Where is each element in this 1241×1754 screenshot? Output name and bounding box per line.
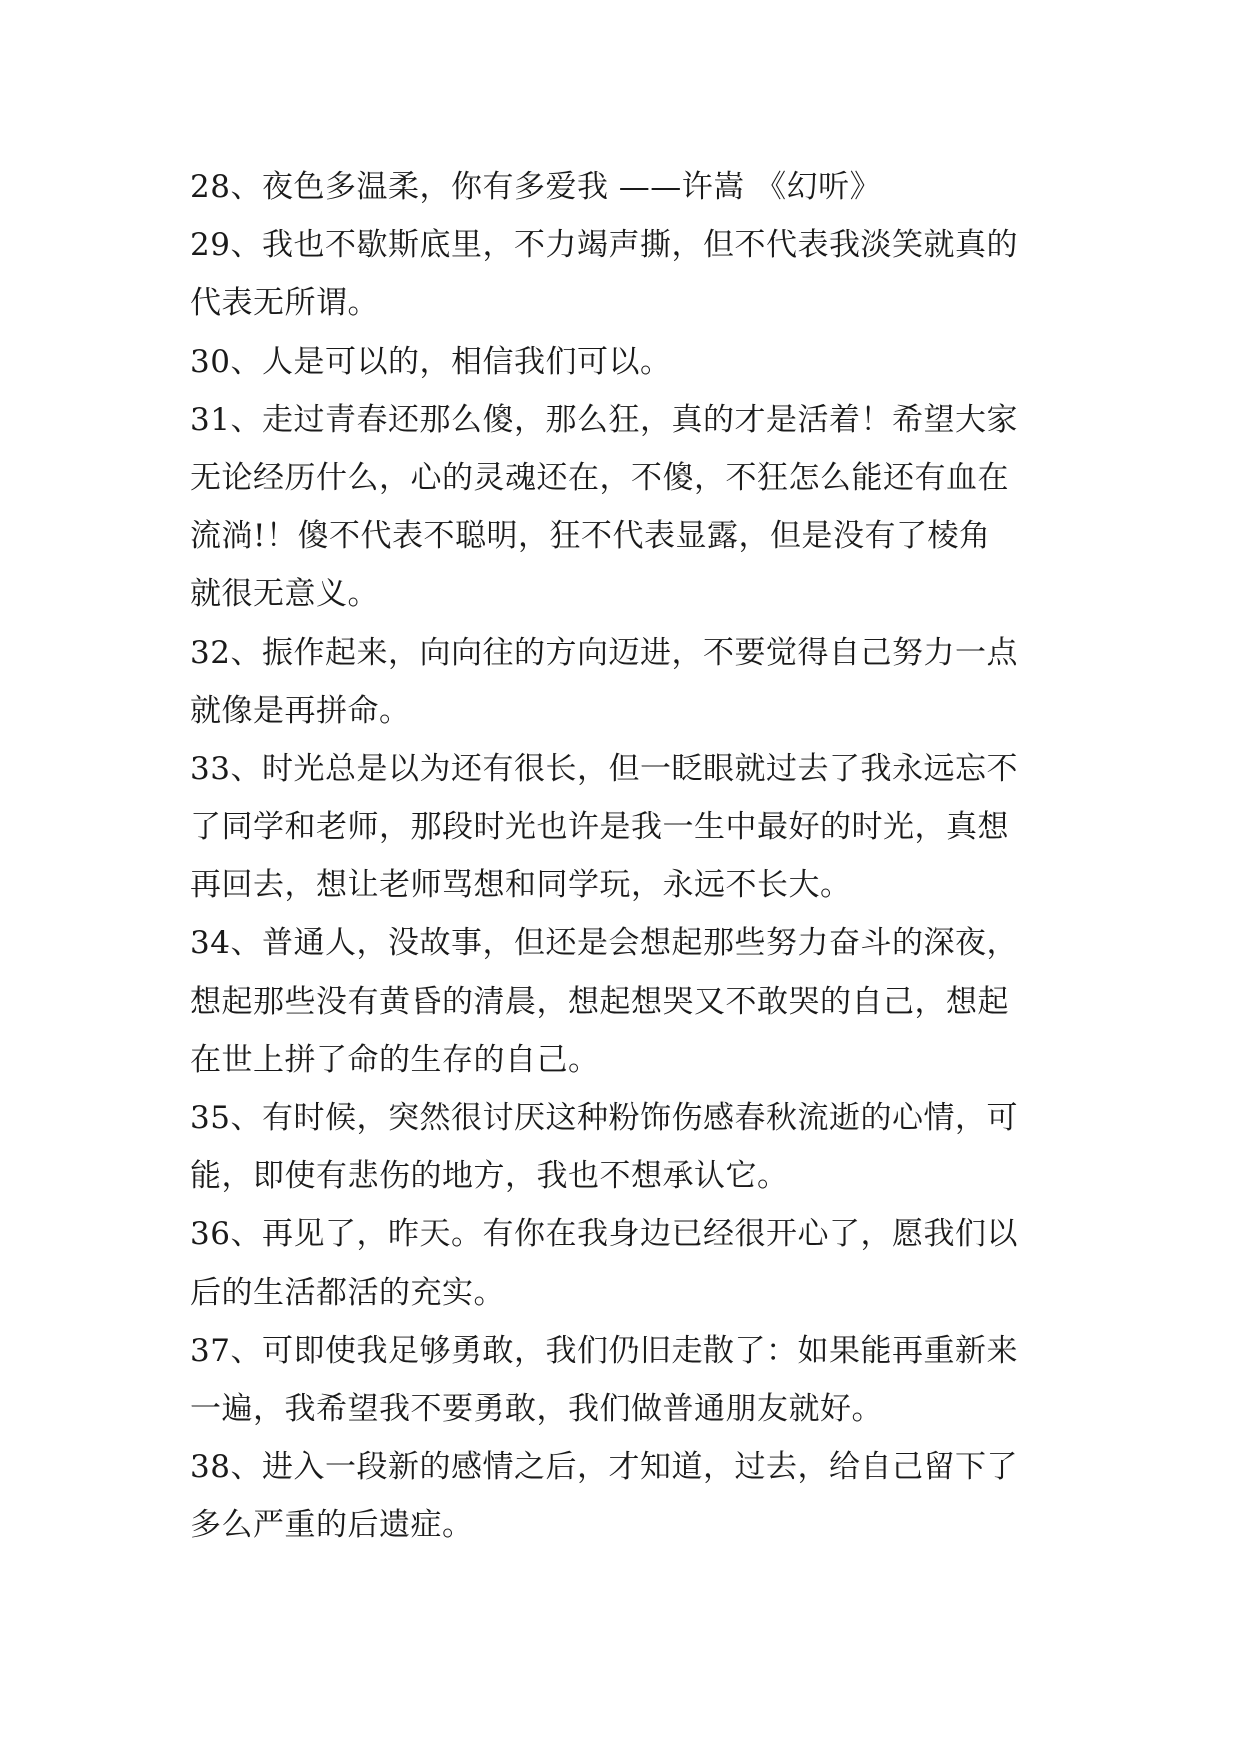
- text-line: 38、进入一段新的感情之后，才知道，过去，给自己留下了: [190, 1449, 1018, 1486]
- text-line: 35、有时候，突然很讨厌这种粉饰伤感春秋流逝的心情，可: [190, 1100, 1018, 1136]
- text-line: 36、再见了，昨天。有你在我身边已经很开心了，愿我们以: [190, 1216, 1018, 1253]
- text-line: 33、时光总是以为还有很长，但一眨眼就过去了我永远忘不: [190, 750, 1018, 787]
- text-line: 能，即使有悲伤的地方，我也不想承认它。: [190, 1158, 789, 1195]
- text-line: 34、普通人，没故事，但还是会想起那些努力奋斗的深夜，: [190, 925, 1018, 962]
- document-body: [190, 158, 1060, 1555]
- text-line: 一遍，我希望我不要勇敢，我们做普通朋友就好。: [190, 1390, 883, 1427]
- text-line: 就很无意义。: [190, 576, 379, 613]
- text-line: 就像是再拼命。: [190, 692, 411, 729]
- text-line: 后的生活都活的充实。: [190, 1274, 505, 1311]
- text-line: 流淌!！傻不代表不聪明，狂不代表显露，但是没有了棱角: [190, 518, 991, 555]
- text-line: 32、振作起来，向向往的方向迈进，不要觉得自己努力一点: [190, 634, 1018, 671]
- text-line: 代表无所谓。: [190, 285, 379, 322]
- text-line: 在世上拼了命的生存的自己。: [190, 1041, 600, 1078]
- text-line: 37、可即使我足够勇敢，我们仍旧走散了：如果能再重新来: [190, 1332, 1018, 1369]
- text-line: 29、我也不歇斯底里，不力竭声撕，但不代表我淡笑就真的: [190, 227, 1018, 264]
- text-line: 30、人是可以的，相信我们可以。: [190, 343, 672, 380]
- text-line: 28、夜色多温柔，你有多爱我 ——许嵩 《幻听》: [190, 169, 882, 205]
- text-line: 多么严重的后遗症。: [190, 1507, 474, 1544]
- text-line: 想起那些没有黄昏的清晨，想起想哭又不敢哭的自己，想起: [190, 983, 1009, 1020]
- text-line: 无论经历什么，心的灵魂还在，不傻，不狂怎么能还有血在: [190, 459, 1009, 496]
- text-line: 了同学和老师，那段时光也许是我一生中最好的时光，真想: [190, 809, 1009, 846]
- text-line: 再回去，想让老师骂想和同学玩，永远不长大。: [190, 867, 852, 904]
- text-line: 31、走过青春还那么傻，那么狂，真的才是活着！希望大家: [190, 401, 1018, 438]
